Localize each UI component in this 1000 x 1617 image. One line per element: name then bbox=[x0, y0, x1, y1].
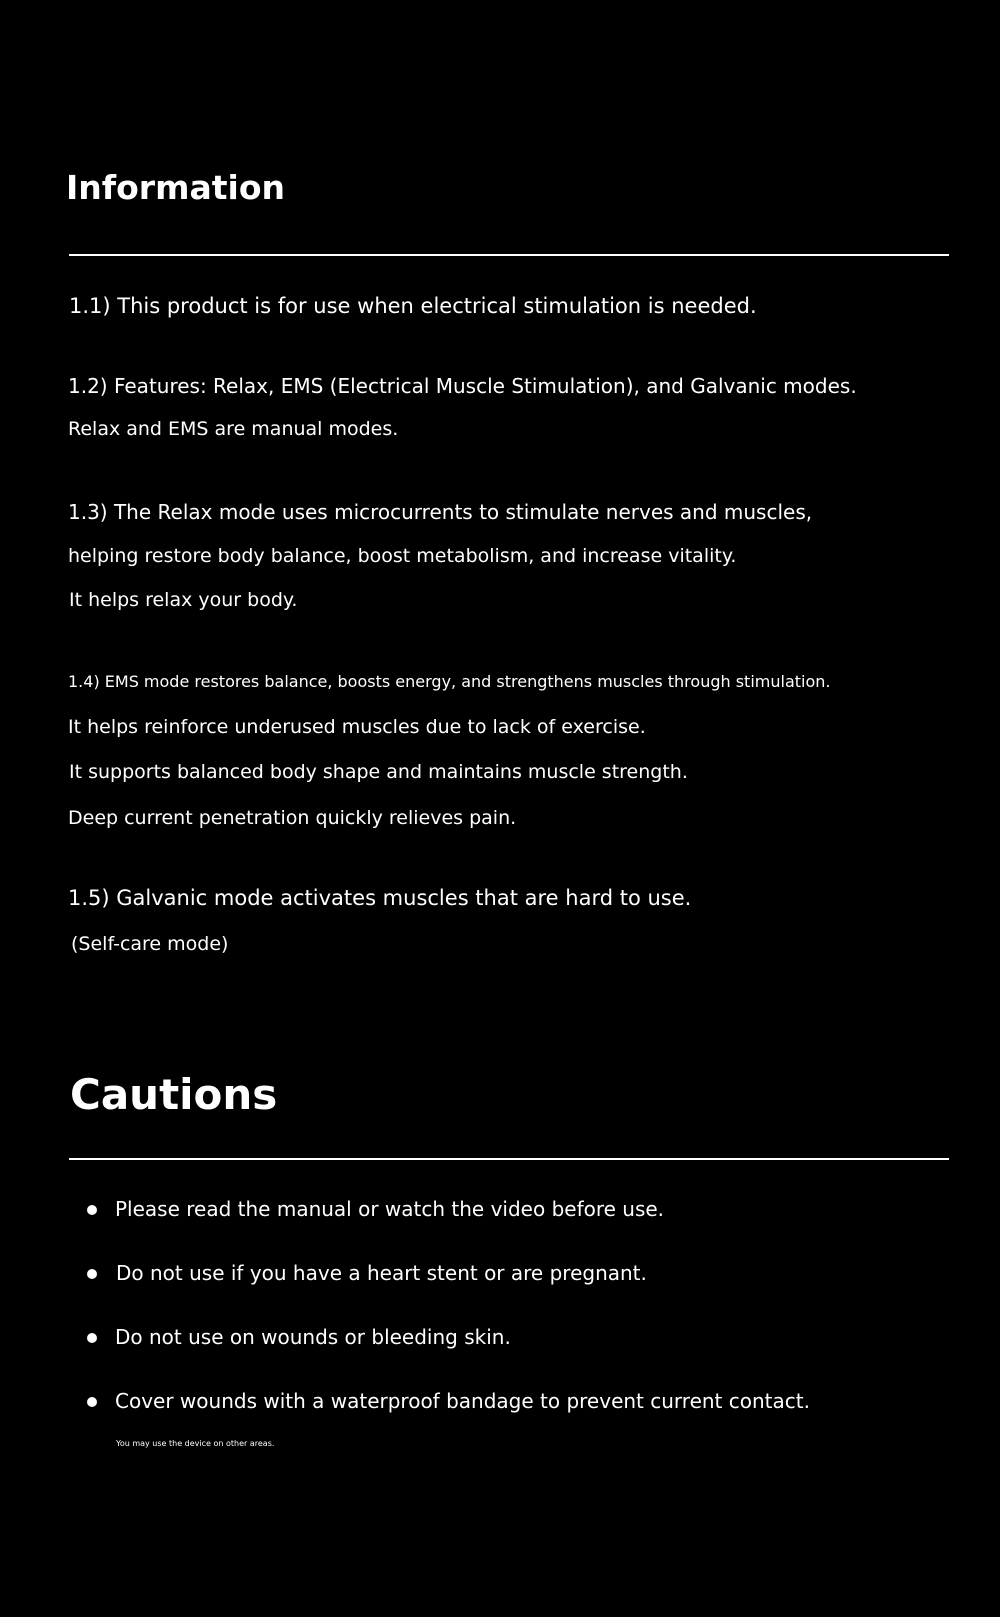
info-item-1-3-line-3: It helps relax your body. bbox=[69, 589, 298, 611]
bullet-icon bbox=[87, 1333, 97, 1343]
cautions-heading: Cautions bbox=[70, 1070, 278, 1119]
info-item-1-4-line-4: Deep current penetration quickly relieves pain. bbox=[68, 807, 517, 829]
info-item-1-5: 1.5) Galvanic mode activates muscles that are hard to use. bbox=[68, 886, 692, 910]
bullet-icon bbox=[87, 1397, 97, 1407]
info-item-1-5-detail: (Self-care mode) bbox=[71, 933, 229, 955]
info-item-1-2-detail: Relax and EMS are manual modes. bbox=[68, 418, 399, 440]
caution-item: Cover wounds with a waterproof bandage to prevent current contact. bbox=[115, 1389, 810, 1413]
info-item-1-4-line-2: It helps reinforce underused muscles due to lack of exercise. bbox=[68, 716, 646, 738]
info-item-1-1: 1.1) This product is for use when electrical stimulation is needed. bbox=[69, 294, 757, 318]
bullet-icon bbox=[87, 1205, 97, 1215]
cautions-divider bbox=[69, 1158, 949, 1160]
info-item-1-3: 1.3) The Relax mode uses microcurrents to stimulate nerves and muscles, bbox=[68, 500, 813, 524]
information-divider bbox=[69, 254, 949, 256]
info-item-1-2: 1.2) Features: Relax, EMS (Electrical Muscle Stimulation), and Galvanic modes. bbox=[68, 374, 857, 398]
caution-item: Do not use if you have a heart stent or are pregnant. bbox=[116, 1261, 647, 1285]
information-heading: Information bbox=[66, 168, 285, 207]
caution-note: You may use the device on other areas. bbox=[116, 1439, 275, 1448]
caution-item: Do not use on wounds or bleeding skin. bbox=[115, 1325, 511, 1349]
bullet-icon bbox=[87, 1269, 97, 1279]
info-item-1-3-line-2: helping restore body balance, boost metabolism, and increase vitality. bbox=[68, 545, 737, 567]
info-item-1-4-line-3: It supports balanced body shape and maintains muscle strength. bbox=[69, 761, 688, 783]
caution-item: Please read the manual or watch the video before use. bbox=[115, 1197, 665, 1221]
info-item-1-4: 1.4) EMS mode restores balance, boosts energy, and strengthens muscles through stimulation. bbox=[68, 672, 831, 691]
